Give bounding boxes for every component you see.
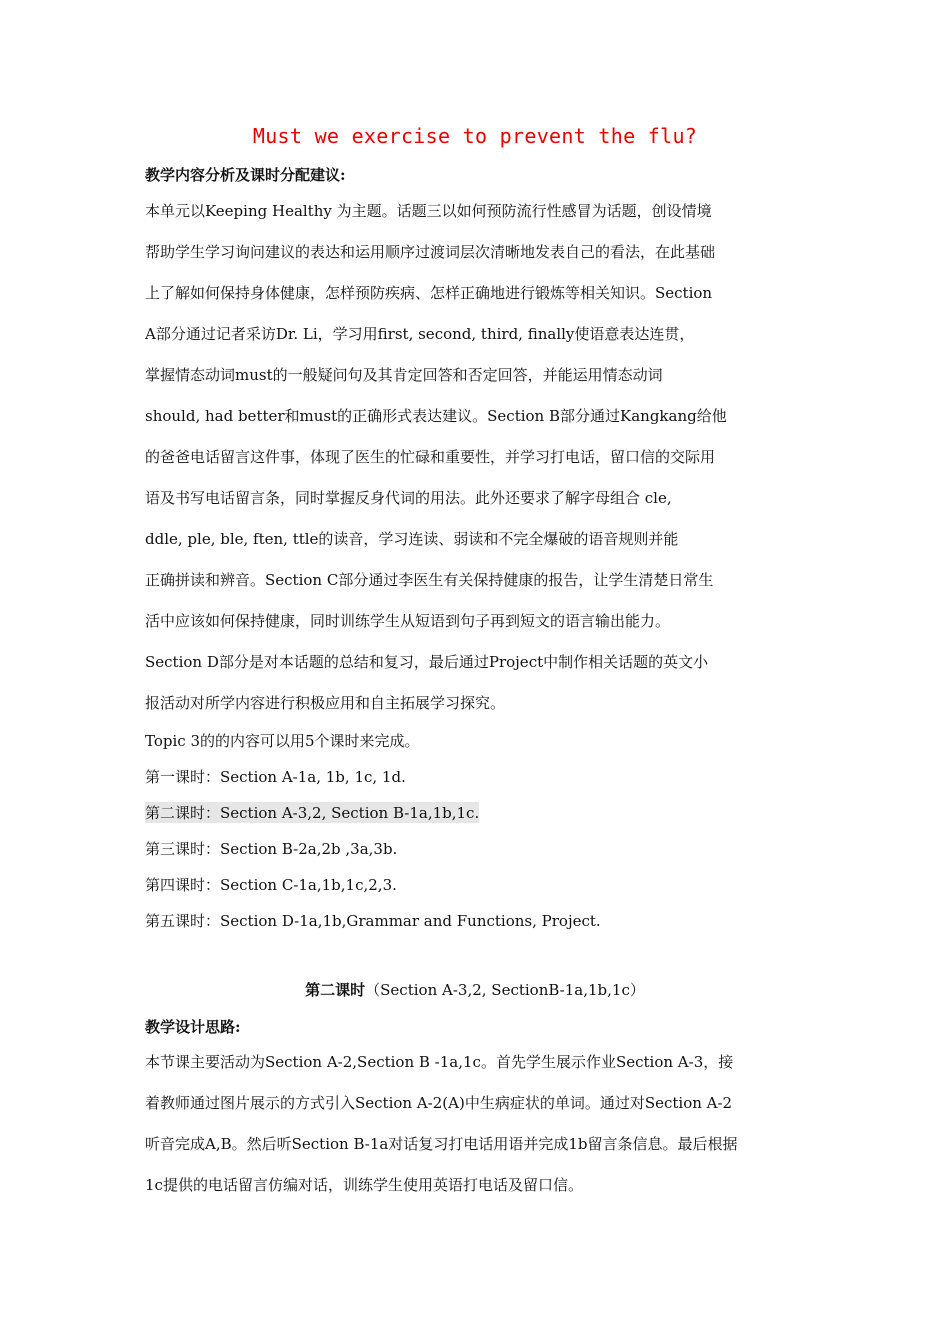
paragraph-line: Section D部分是对本话题的总结和复习，最后通过Project中制作相关话题的英文小: [145, 653, 709, 671]
paragraph-line: ddle, ple, ble, ften, ttle的读音，学习连读、弱读和不完全爆破的语音规则并能: [145, 530, 679, 548]
lesson-heading-label: 第二课时: [305, 981, 366, 999]
paragraph-line: 上了解如何保持身体健康，怎样预防疾病、怎样正确地进行锻炼等相关知识。Section: [145, 284, 713, 302]
paragraph-line: should, had better和must的正确形式表达建议。Section B部分通过Kangkang给他: [145, 407, 727, 425]
schedule-intro: Topic 3的的内容可以用5个课时来完成。: [145, 732, 420, 750]
schedule-item: 第五课时：Section D-1a,1b,Grammar and Functions, Project.: [145, 912, 601, 930]
paragraph-line: 帮助学生学习询问建议的表达和运用顺序过渡词层次清晰地发表自己的看法，在此基础: [145, 243, 716, 261]
schedule-item: 第三课时：Section B-2a,2b ,3a,3b.: [145, 840, 398, 858]
paragraph-line: 着教师通过图片展示的方式引入Section A-2(A)中生病症状的单词。通过对Section A-2: [145, 1094, 733, 1112]
paragraph-line: 1c提供的电话留言仿编对话，训练学生使用英语打电话及留口信。: [145, 1176, 583, 1194]
schedule-item: 第四课时：Section C-1a,1b,1c,2,3.: [145, 876, 397, 894]
paragraph-line: A部分通过记者采访Dr. Li，学习用first, second, third, finally使语意表达连贯，: [145, 325, 695, 343]
paragraph-line: 活中应该如何保持健康，同时训练学生从短语到句子再到短文的语言输出能力。: [145, 612, 671, 630]
paragraph-line: 正确拼读和辨音。Section C部分通过李医生有关保持健康的报告，让学生清楚日常生: [145, 571, 714, 589]
paragraph-line: 报活动对所学内容进行积极应用和自主拓展学习探究。: [145, 694, 506, 712]
paragraph-line: 掌握情态动词must的一般疑问句及其肯定回答和否定回答，并能运用情态动词: [145, 366, 663, 384]
schedule-item: 第一课时：Section A-1a, 1b, 1c, 1d.: [145, 768, 406, 786]
schedule-item-highlighted: 第二课时：Section A-3,2, Section B-1a,1b,1c.: [145, 804, 480, 822]
section-heading-design: 教学设计思路:: [145, 1018, 241, 1036]
paragraph-line: 本单元以Keeping Healthy 为主题。话题三以如何预防流行性感冒为话题，创设情境: [145, 202, 712, 220]
paragraph-line: 听音完成A,B。然后听Section B-1a对话复习打电话用语并完成1b留言条信息。最后根据: [145, 1135, 738, 1153]
lesson-heading-sections: （Section A-3,2, SectionB-1a,1b,1c）: [365, 981, 645, 999]
document-title: Must we exercise to prevent the flu?: [252, 124, 698, 148]
paragraph-line: 语及书写电话留言条，同时掌握反身代词的用法。此外还要求了解字母组合 cle,: [145, 489, 672, 507]
section-heading-analysis: 教学内容分析及课时分配建议:: [145, 166, 346, 184]
paragraph-line: 的爸爸电话留言这件事，体现了医生的忙碌和重要性，并学习打电话，留口信的交际用: [145, 448, 716, 466]
paragraph-line: 本节课主要活动为Section A-2,Section B -1a,1c。首先学生展示作业Section A-3，接: [145, 1053, 734, 1071]
lesson-heading: [0, 979, 950, 1000]
